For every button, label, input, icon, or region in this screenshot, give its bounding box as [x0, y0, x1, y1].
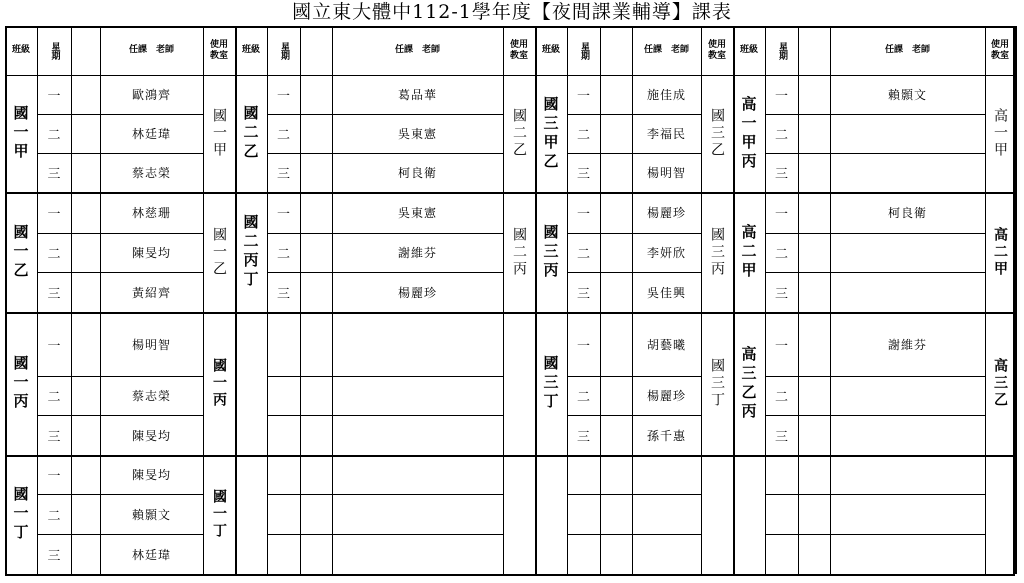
row-line [267, 494, 503, 495]
weekday-cell: 二 [47, 390, 61, 405]
weekday-cell: 一 [47, 89, 61, 104]
teacher-cell: 楊麗珍 [646, 206, 686, 220]
weekday-cell: 二 [276, 247, 290, 262]
row-line [267, 534, 503, 535]
teacher-cell: 吳東憲 [397, 206, 437, 220]
weekday-cell: 二 [47, 128, 61, 143]
teacher-cell [830, 114, 985, 153]
row-line [567, 534, 701, 535]
weekday-cell: 一 [576, 338, 590, 354]
teacher-cell: 謝維芬 [887, 337, 927, 352]
classroom: 國二丙 [511, 226, 527, 278]
classroom: 國三乙 [709, 108, 725, 159]
teacher-cell: 胡藝曦 [646, 337, 686, 352]
weekday-cell: 三 [576, 286, 590, 302]
row-line [37, 153, 203, 154]
column-line [71, 26, 72, 574]
row-line [567, 153, 701, 154]
teacher-cell: 黃紹齊 [131, 285, 171, 300]
class-name: 國三丙 [541, 223, 560, 281]
weekday-cell: 一 [576, 207, 590, 222]
class-name: 國三丁 [541, 355, 560, 412]
weekday-cell: 二 [774, 390, 788, 405]
section-divider [1015, 26, 1017, 574]
weekday-cell: 二 [47, 508, 61, 524]
classroom: 國三丁 [709, 358, 725, 409]
row-line [37, 494, 203, 495]
row-line [567, 494, 701, 495]
row-line [267, 153, 503, 154]
weekday-cell: 三 [47, 548, 61, 564]
group-divider [235, 312, 535, 314]
class-name: 國二丙丁 [241, 214, 260, 290]
classroom: 國一丁 [211, 489, 227, 540]
weekday-cell: 三 [576, 429, 590, 445]
row-line [37, 233, 203, 234]
weekday-cell: 三 [576, 167, 590, 182]
group-divider [535, 455, 733, 457]
row-line [267, 376, 503, 377]
header-teacher: 任課 老師 [394, 45, 440, 55]
weekday-cell: 三 [47, 429, 61, 445]
header-weekday: 星期 [49, 41, 60, 60]
header-class: 班級 [739, 45, 758, 55]
teacher-cell: 柯良衛 [397, 166, 437, 180]
row-line [765, 376, 985, 377]
row-line [37, 534, 203, 535]
weekday-cell: 一 [774, 338, 788, 354]
classroom: 高二甲 [992, 226, 1008, 278]
class-name: 國三甲乙 [541, 95, 560, 172]
classroom: 高三乙 [992, 358, 1008, 409]
weekday-cell: 一 [47, 338, 61, 354]
class-name: 國一丁 [11, 486, 30, 543]
teacher-cell: 陳旻均 [131, 246, 171, 260]
row-line [567, 376, 701, 377]
header-teacher: 任課 老師 [128, 45, 174, 55]
teacher-cell [830, 272, 985, 312]
header-class: 班級 [241, 45, 260, 55]
row-line [765, 153, 985, 154]
weekday-cell: 一 [774, 207, 788, 222]
classroom: 國一甲 [211, 108, 227, 159]
row-line [267, 114, 503, 115]
weekday-cell: 一 [276, 207, 290, 222]
header-teacher: 任課 老師 [643, 45, 689, 55]
weekday-cell: 三 [774, 429, 788, 445]
weekday-cell: 三 [47, 286, 61, 302]
weekday-cell: 三 [774, 167, 788, 182]
weekday-cell: 二 [576, 247, 590, 262]
teacher-cell: 葛品華 [397, 88, 437, 102]
weekday-cell: 二 [774, 128, 788, 143]
row-line [37, 114, 203, 115]
header-weekday: 星期 [279, 41, 289, 60]
weekday-cell: 二 [576, 390, 590, 405]
teacher-cell: 吳東憲 [397, 127, 437, 141]
row-line [567, 233, 701, 234]
teacher-cell: 蔡志榮 [131, 389, 171, 403]
row-line [765, 272, 985, 273]
header-weekday: 星期 [777, 41, 787, 60]
weekday-cell: 二 [576, 128, 590, 143]
row-line [765, 534, 985, 535]
row-line [765, 494, 985, 495]
group-divider [5, 574, 235, 576]
teacher-cell: 楊麗珍 [397, 285, 437, 300]
weekday-cell: 三 [276, 286, 290, 302]
weekday-cell: 一 [47, 207, 61, 222]
teacher-cell: 李妍欣 [646, 246, 686, 260]
class-name: 國二乙 [241, 105, 260, 162]
class-name: 國一甲 [11, 105, 30, 162]
teacher-cell: 林慈珊 [131, 206, 171, 220]
teacher-cell [830, 153, 985, 192]
row-line [37, 272, 203, 273]
row-line [765, 415, 985, 416]
header-room: 使用教室 [209, 39, 228, 61]
teacher-cell: 賴顥文 [131, 507, 171, 522]
weekday-cell: 二 [47, 247, 61, 262]
teacher-cell: 柯良衛 [887, 206, 927, 220]
weekday-cell: 二 [774, 247, 788, 262]
teacher-cell: 蔡志榮 [131, 166, 171, 180]
class-name: 國一丙 [11, 355, 30, 412]
row-line [37, 415, 203, 416]
column-line [798, 26, 799, 574]
weekday-cell: 一 [576, 89, 590, 104]
row-line [267, 415, 503, 416]
weekday-cell: 一 [47, 469, 61, 484]
classroom: 國一丙 [211, 358, 227, 409]
teacher-cell: 謝維芬 [397, 246, 437, 260]
header-room: 使用教室 [990, 39, 1009, 61]
class-name: 高二甲 [739, 223, 758, 281]
teacher-cell: 李福民 [646, 127, 686, 141]
teacher-cell: 林廷瑋 [131, 547, 171, 562]
teacher-cell [830, 376, 985, 415]
group-divider [733, 455, 1015, 457]
teacher-cell: 孫千惠 [646, 428, 686, 443]
teacher-cell: 吳佳興 [646, 285, 686, 300]
row-line [765, 233, 985, 234]
teacher-cell: 楊麗珍 [646, 389, 686, 403]
class-name: 國一乙 [11, 223, 30, 281]
column-line [600, 26, 601, 574]
header-class: 班級 [541, 45, 560, 55]
weekday-cell: 三 [774, 286, 788, 302]
weekday-cell: 三 [276, 167, 290, 182]
classroom: 國一乙 [211, 226, 227, 278]
teacher-cell [830, 415, 985, 455]
row-line [37, 376, 203, 377]
teacher-cell [830, 233, 985, 272]
weekday-cell: 二 [276, 128, 290, 143]
classroom: 國三丙 [709, 226, 725, 278]
classroom: 高一甲 [992, 108, 1008, 159]
teacher-cell: 施佳成 [646, 88, 686, 102]
row-line [567, 415, 701, 416]
weekday-cell: 三 [47, 167, 61, 182]
header-class: 班級 [11, 45, 30, 55]
weekday-cell: 一 [774, 89, 788, 104]
teacher-cell: 陳旻均 [131, 468, 171, 482]
class-name: 高三乙丙 [739, 345, 758, 422]
teacher-cell: 林廷瑋 [131, 127, 171, 141]
page-title: 國立東大體中112-1學年度【夜間課業輔導】課表 [292, 1, 732, 23]
row-line [567, 272, 701, 273]
row-line [567, 114, 701, 115]
header-teacher: 任課 老師 [884, 45, 930, 55]
class-name: 高一甲丙 [739, 95, 758, 172]
column-line [300, 26, 301, 574]
teacher-cell: 楊明智 [131, 337, 171, 352]
row-line [765, 114, 985, 115]
header-room: 使用教室 [509, 39, 528, 61]
group-divider [235, 455, 535, 457]
schedule-table [5, 26, 1015, 575]
teacher-cell: 楊明智 [646, 166, 686, 180]
weekday-cell: 一 [276, 89, 290, 104]
teacher-cell: 賴顥文 [887, 88, 927, 102]
classroom: 國二乙 [511, 108, 527, 159]
row-line [267, 233, 503, 234]
teacher-cell: 陳旻均 [131, 428, 171, 443]
teacher-cell: 歐鴻齊 [131, 88, 171, 102]
header-room: 使用教室 [707, 39, 726, 61]
header-weekday: 星期 [579, 41, 589, 60]
row-line [267, 272, 503, 273]
